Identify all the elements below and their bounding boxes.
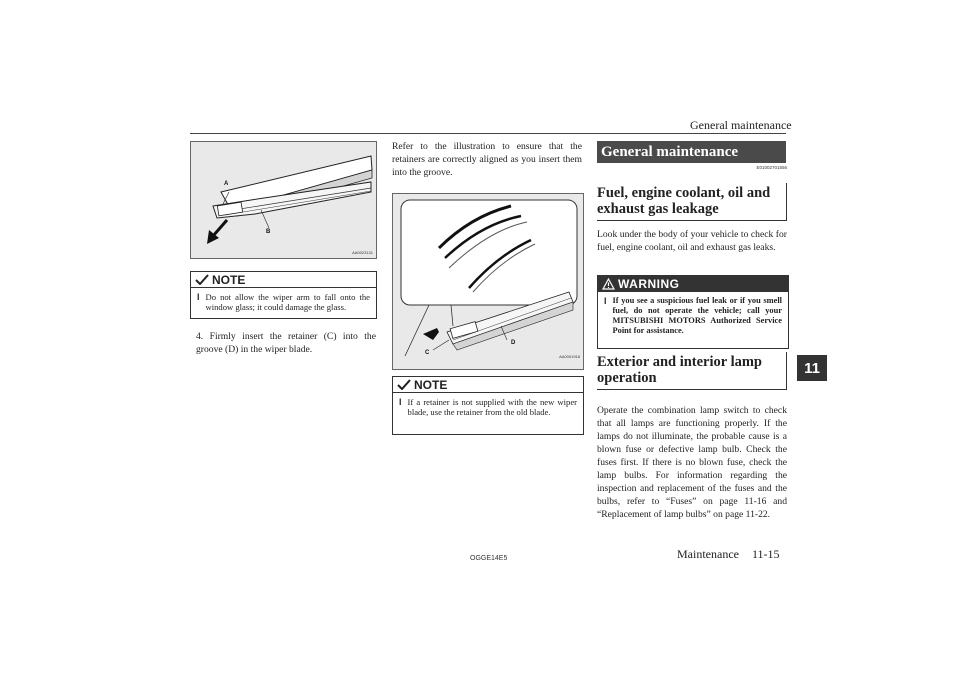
lamp-operation-heading: Exterior and interior lamp operation bbox=[597, 352, 787, 390]
section-id: E01002701556 bbox=[756, 165, 787, 170]
header-rule bbox=[190, 133, 786, 134]
bullet-icon: l bbox=[399, 397, 402, 407]
note-box bbox=[392, 376, 584, 435]
wiper-arm-figure bbox=[190, 141, 377, 259]
note-item bbox=[191, 288, 376, 317]
running-header-title: General maintenance bbox=[690, 118, 792, 132]
callout-b: B bbox=[266, 229, 271, 235]
wiper-arm-illustration bbox=[191, 142, 376, 258]
note-text: If a retainer is not supplied with the new wiper blade, use the retainer from the old blade. bbox=[407, 397, 577, 417]
warning-text: If you see a suspicious fuel leak or if you smell fuel, do not operate the vehicle; call your MITSUBISHI MOTORS Authorized Service Point for assistance. bbox=[612, 296, 782, 335]
callout-d: D bbox=[511, 340, 516, 346]
warning-box bbox=[597, 275, 789, 349]
footer-code: OGGE14E5 bbox=[470, 555, 508, 562]
fuel-leakage-heading: Fuel, engine coolant, oil and exhaust gas leakage bbox=[597, 183, 787, 221]
section-banner: General maintenance bbox=[597, 141, 786, 163]
retainer-illustration bbox=[393, 194, 583, 369]
warning-triangle-icon bbox=[602, 278, 615, 290]
figure-id: AA0001918 bbox=[559, 354, 580, 359]
note-box bbox=[190, 271, 377, 319]
figure-id: AA0023131 bbox=[352, 250, 373, 255]
step-4-text: 4. Firmly insert the retainer (C) into the groove (D) in the wiper blade. bbox=[196, 331, 376, 355]
note-label: NOTE bbox=[414, 377, 448, 392]
lamp-operation-text: Operate the combination lamp switch to check that all lamps are functioning properly. If the lamps do not illuminate, the probable cause is a blown fuse or defective lamp bulb. Check the fuses first. If there is no blown fuse, check the lamp bulbs. For information regarding the inspection and replacement of the fuses and the bulbs, refer to “Fuses” on page 11-16 and “Replacement of lamp bulbs” on page 11-22. bbox=[597, 405, 787, 520]
note-item bbox=[393, 393, 583, 422]
bullet-icon: l bbox=[197, 292, 200, 302]
footer-section: Maintenance bbox=[677, 547, 739, 561]
warning-item bbox=[598, 292, 788, 341]
note-check-icon bbox=[195, 274, 209, 285]
retainer-intro-text: Refer to the illustration to ensure that the retainers are correctly aligned as you insert them into the groove. bbox=[392, 141, 582, 178]
retainer-figure bbox=[392, 193, 584, 370]
bullet-icon: l bbox=[604, 296, 607, 306]
note-label: NOTE bbox=[212, 272, 246, 287]
fuel-leakage-text: Look under the body of your vehicle to check for fuel, engine coolant, oil and exhaust gas leaks. bbox=[597, 229, 787, 253]
note-text: Do not allow the wiper arm to fall onto the window glass; it could damage the glass. bbox=[205, 292, 370, 312]
callout-c: C bbox=[425, 350, 430, 356]
chapter-tab: 11 bbox=[797, 355, 827, 381]
warning-header bbox=[598, 276, 788, 292]
note-header bbox=[191, 272, 376, 288]
note-check-icon bbox=[397, 379, 411, 390]
callout-a: A bbox=[224, 181, 229, 187]
warning-label: WARNING bbox=[618, 277, 680, 291]
note-header bbox=[393, 377, 583, 393]
page-number: 11-15 bbox=[752, 547, 780, 561]
